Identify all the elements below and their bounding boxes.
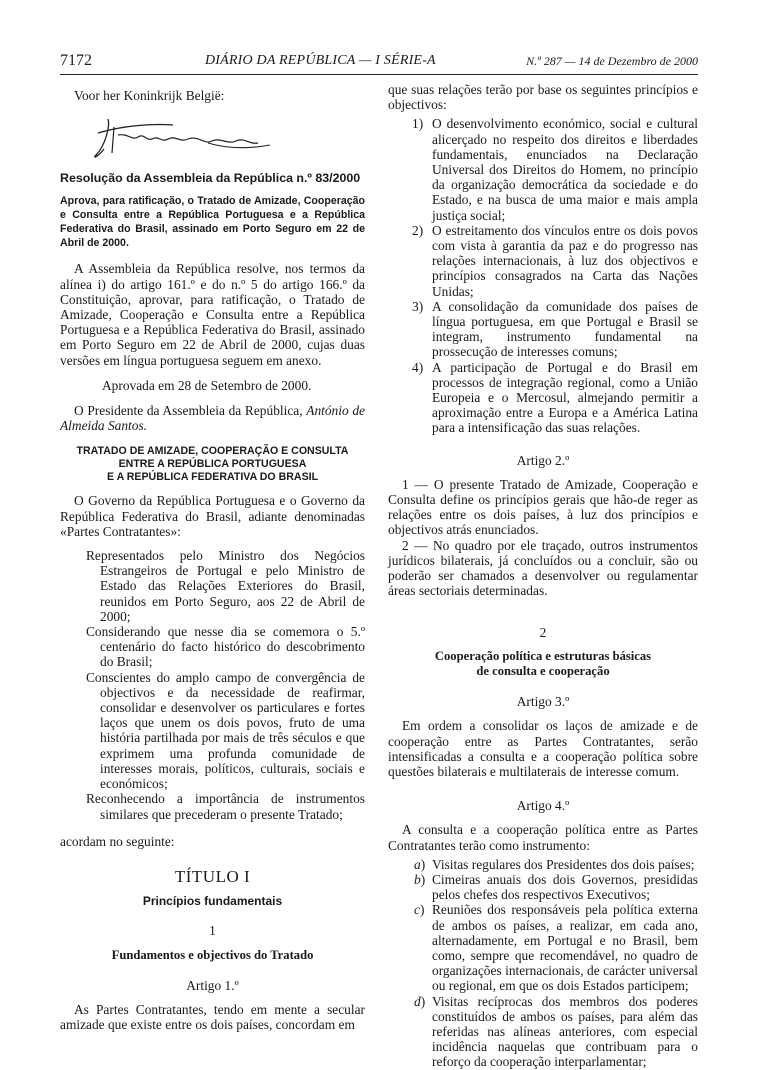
treaty-heading-line: E A REPÚBLICA FEDERATIVA DO BRASIL (106, 471, 319, 484)
resolution-paragraph: A Assembleia da República resolve, nos termos da alínea i) do artigo 161.º e do n.º 5 do artigo 166.º da Constituição, aprovar, para ratificação, o Tratado de Amizade, Cooperação e Consulta entre a República Portuguesa e a República Federativa do Brasil, assinado em Porto Seguro em 22 de Abril de 2000, cujas duas versões em língua portuguesa seguem em anexo. (60, 261, 365, 368)
list-item (388, 872, 698, 902)
handwritten-signature-icon (88, 105, 288, 165)
signature (88, 105, 365, 161)
article-text: As Partes Contratantes, tendo em mente a secular amizade que existe entre os dois países, concordam em (60, 1001, 365, 1033)
list-item (388, 902, 698, 993)
titulo-subtitle: Princípios fundamentais (142, 894, 283, 909)
section-title-line: Cooperação política e estruturas básicas (434, 648, 652, 663)
list-item (388, 360, 698, 436)
list-letter: b) (414, 871, 426, 887)
article-paragraph: 2 — No quadro por ele traçado, outros instrumentos jurídicos bilaterais, já concluídos ou a concluir, são ou poderão ser chamados a desenvolver ou regulamentar áreas sectoriais determinadas. (388, 537, 698, 599)
list-number: 4) (412, 359, 424, 375)
list-text: Visitas recíprocas dos membros dos poderes constituídos de ambos os países, para além das referidas nas alíneas anteriores, com especial incidência naquelas que contribuam para o reforço da cooperação interparlamentar; (432, 993, 698, 1070)
president-prefix: O Presidente da Assembleia da República, (74, 403, 307, 419)
section-title: Fundamentos e objectivos do Tratado (111, 947, 314, 962)
list-item (388, 223, 698, 299)
article-heading: Artigo 3.º (516, 694, 570, 710)
article-text: Em ordem a consolidar os laços de amizade e de cooperação entre as Partes Contratantes, serão intensificadas a consulta e a cooperação política sobre questões bilaterais e multilaterais de interesse comum. (388, 718, 698, 779)
titulo-heading: TÍTULO I (174, 866, 251, 886)
list-text: O desenvolvimento económico, social e cultural alicerçado no respeito dos direitos e liberdades fundamentais, enunciados na Declaração Universal dos Direitos do Homem, no princípio da organização democrática da sociedade e do Estado, e na busca de uma maior e mais ampla justiça social; (432, 116, 698, 223)
recital-item: Reconhecendo a importância de instrumentos similares que precederam o presente Tratado; (86, 791, 365, 822)
recital-item: Considerando que nesse dia se comemora o 5.º centenário do facto histórico do descobrimento do Brasil; (86, 624, 365, 670)
list-text: A consolidação da comunidade dos países de língua portuguesa, em que Portugal e Brasil se integram, instrumento fundamental na prossecução de interesses comuns; (432, 298, 698, 360)
treaty-heading-line: ENTRE A REPÚBLICA PORTUGUESA (118, 458, 307, 471)
list-text: A participação de Portugal e do Brasil em processos de integração regional, como a União Europeia e o Mercosul, almejando permitir a aproximação entre a Europa e a América Latina para a intensificação das suas relações. (432, 359, 698, 436)
resolution-subtitle: Aprova, para ratificação, o Tratado de Amizade, Cooperação e Consulta entre a República Portuguesa e a República Federativa do Brasil, assinado em Porto Seguro em 22 de Abril de 2000. (60, 195, 365, 250)
list-item (388, 994, 698, 1070)
agreed-line: acordam no seguinte: (60, 833, 175, 849)
president-line (60, 403, 365, 433)
journal-title: DIÁRIO DA REPÚBLICA — I SÉRIE-A (205, 53, 436, 68)
list-text: Reuniões dos responsáveis pela política externa de ambos os países, a realizar, em cada ano, alternadamente, em Portugal e no Brasil, bem como, sempre que recomendável, no quadro de organizações internacionais, de carácter universal ou regional, em que os dois Estados participem; (432, 902, 698, 994)
section-number: 1 (209, 923, 216, 939)
list-text: Cimeiras anuais dos dois Governos, presididas pelos chefes dos respectivos Executivos; (432, 871, 698, 903)
list-number: 1) (412, 116, 424, 132)
article-heading: Artigo 4.º (516, 798, 570, 814)
approval-date: Aprovada em 28 de Setembro de 2000. (102, 377, 312, 393)
article-intro: A consulta e a cooperação política entre as Partes Contratantes terão como instrumento: (388, 822, 698, 853)
list-text: Visitas regulares dos Presidentes dos dois países; (432, 856, 695, 872)
list-letter: c) (414, 902, 425, 918)
recitals (60, 548, 365, 822)
instruments-list (388, 857, 698, 1070)
right-column (388, 82, 698, 1070)
treaty-intro: O Governo da República Portuguesa e o Governo da República Federativa do Brasil, adiante denominadas «Partes Contratantes»: (60, 493, 365, 539)
resolution-title: Resolução da Assembleia da República n.º 83/2000 (60, 171, 361, 186)
list-item (388, 299, 698, 360)
treaty-heading (60, 445, 365, 484)
list-number: 2) (412, 222, 424, 238)
president-name: António de Almeida Santos. (60, 403, 365, 434)
recital-item: Representados pelo Ministro dos Negócios Estrangeiros de Portugal e pelo Ministro de Estado das Relações Exteriores do Brasil, reunidos em Porto Seguro, aos 22 de Abril de 2000; (86, 548, 365, 624)
list-item (388, 857, 698, 872)
closing-line: Voor her Koninkrijk België: (74, 88, 225, 103)
article-paragraph: 1 — O presente Tratado de Amizade, Cooperação e Consulta define os princípios gerais que hão-de reger as relações entre os dois países, à luz dos princípios e objectivos atrás enunciados. (388, 476, 698, 538)
recital-item: Conscientes do amplo campo de convergência de objectivos e da necessidade de reafirmar, consolidar e desenvolver os particulares e fortes laços que unem os dois povos, fruto de uma história partilhada por mais de três séculos e que exprimem uma profunda comunidade de interesses morais, políticos, culturais, sociais e económicos; (86, 669, 365, 792)
treaty-heading-line: TRATADO DE AMIZADE, COOPERAÇÃO E CONSULTA (76, 445, 349, 458)
issue-date: N.º 287 — 14 de Dezembro de 2000 (526, 54, 698, 68)
article-heading: Artigo 1.º (186, 977, 239, 993)
left-column (60, 86, 365, 1032)
list-letter: d) (414, 993, 426, 1009)
principles-list (388, 116, 698, 435)
list-number: 3) (412, 298, 424, 314)
list-text: O estreitamento dos vínculos entre os dois povos com vista à garantia da paz e do progresso nas relações internacionais, à luz dos objectivos e princípios consagrados na Carta das Nações Unidas; (432, 222, 698, 299)
list-item (388, 116, 698, 222)
continuation-text: que suas relações terão por base os seguintes princípios e objectivos: (388, 82, 698, 113)
section-number: 2 (539, 624, 547, 640)
list-letter: a) (414, 856, 426, 872)
section-title-line: de consulta e cooperação (476, 663, 610, 678)
page-header (60, 50, 698, 75)
page-number: 7172 (60, 52, 92, 69)
article-heading: Artigo 2.º (516, 452, 570, 468)
